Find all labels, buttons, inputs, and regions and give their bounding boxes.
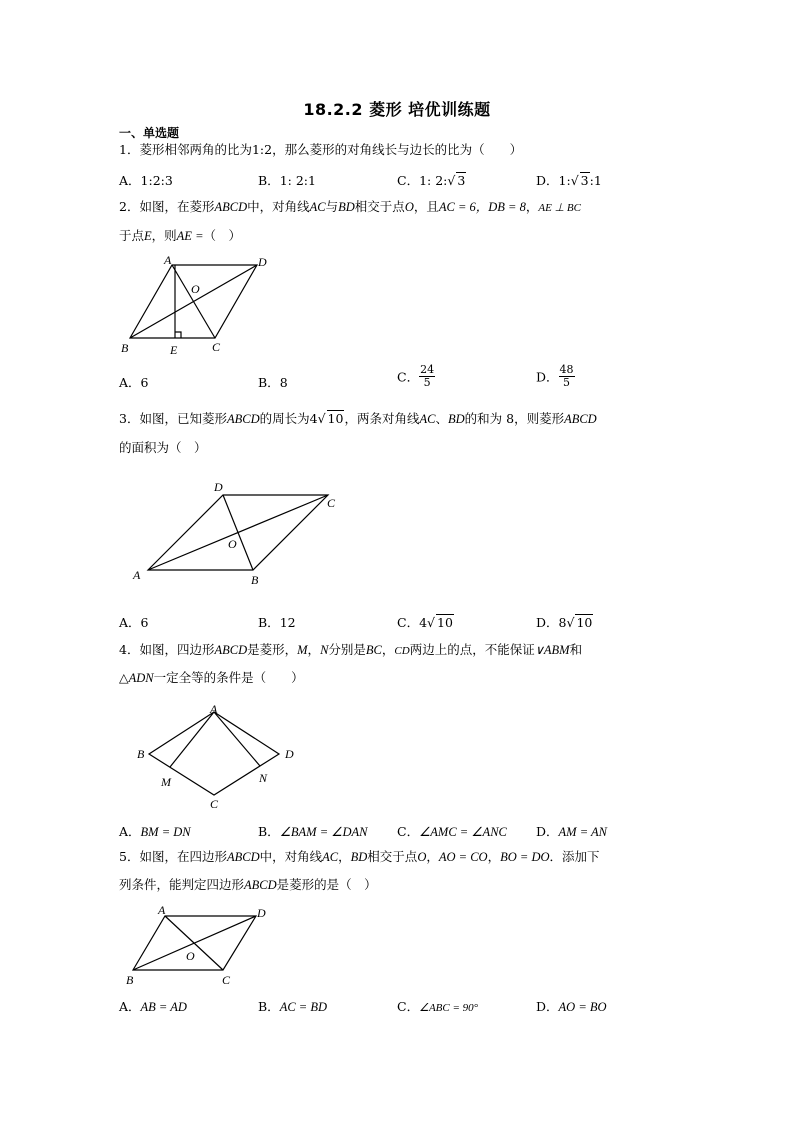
label-d: D xyxy=(258,255,267,269)
q5-rhombus-figure xyxy=(120,902,280,992)
q3-stem-line1: 3．如图，已知菱形ABCD的周长为4√ 10，两条对角线AC、BD的和为 8，则菱形ABCD xyxy=(119,411,597,426)
q5-option-a[interactable]: A．AB = AD xyxy=(119,999,187,1014)
q5-stem-line1: 5．如图，在四边形ABCD中，对角线AC，BD相交于点O，AO = CO，BO = DO．添加下 xyxy=(119,849,600,864)
q3-rhombus-figure xyxy=(125,476,355,590)
label-b: B xyxy=(121,341,129,355)
label-a: A xyxy=(133,568,141,582)
label-c: C xyxy=(222,973,231,987)
q2-option-a[interactable]: A．6 xyxy=(119,375,149,390)
q4-stem-line2: △ADN一定全等的条件是（ ） xyxy=(119,670,304,685)
label-n: N xyxy=(259,771,268,785)
label-d: D xyxy=(214,480,223,494)
q4-stem-line1: 4．如图，四边形ABCD是菱形，M，N分别是BC，CD两边上的点，不能保证∨ABM和 xyxy=(119,642,583,657)
q4-option-a[interactable]: A．BM = DN xyxy=(119,824,191,839)
q1-option-c[interactable]: C．1: 2:√ 3 xyxy=(397,173,466,188)
q4-rhombus-figure xyxy=(130,700,305,812)
q4-option-b[interactable]: B．∠BAM = ∠DAN xyxy=(258,824,368,839)
sqrt-sign: √ xyxy=(427,615,435,630)
q2-option-b[interactable]: B．8 xyxy=(258,375,288,390)
label-m: M xyxy=(161,775,171,789)
q2-option-d[interactable]: D． $\frac{48}{5}$ xyxy=(536,363,574,389)
q3-option-b[interactable]: B．12 xyxy=(258,615,296,630)
q5-option-d[interactable]: D．AO = BO xyxy=(536,999,607,1014)
q3-stem-line2: 的面积为（ ） xyxy=(119,440,207,455)
q3-option-d[interactable]: D．8√ 10 xyxy=(536,615,593,630)
section-heading: 一、单选题 xyxy=(119,126,180,140)
q1-stem: 1．菱形相邻两角的比为1:2，那么菱形的对角线长与边长的比为（ ） xyxy=(119,142,523,157)
label-d: D xyxy=(257,906,266,920)
q2-stem-line1: 2．如图，在菱形ABCD中，对角线AC与BD相交于点O，且AC = 6，DB = 8，AE ⊥ BC xyxy=(119,199,581,214)
q2-option-c[interactable]: C． $\frac{24}{5}$ xyxy=(397,363,435,389)
label-b: B xyxy=(137,747,145,761)
q2-rhombus-figure xyxy=(115,252,285,360)
label-b: B xyxy=(126,973,134,987)
label-a: A xyxy=(210,702,218,716)
label-c: C xyxy=(210,797,219,811)
label-a: A xyxy=(158,903,166,917)
sqrt-sign: √ xyxy=(317,411,326,426)
label-a: A xyxy=(164,253,172,267)
q1-option-d[interactable]: D．1:√ 3:1 xyxy=(536,173,602,188)
q4-option-d[interactable]: D．AM = AN xyxy=(536,824,608,839)
q1-option-b[interactable]: B．1: 2:1 xyxy=(258,173,316,188)
q3-option-a[interactable]: A．6 xyxy=(119,615,149,630)
q5-stem-line2: 列条件，能判定四边形ABCD是菱形的是（ ） xyxy=(119,877,377,892)
label-o: O xyxy=(186,949,195,963)
sqrt-sign: √ xyxy=(447,173,456,188)
label-b: B xyxy=(251,573,259,587)
label-e: E xyxy=(170,343,178,357)
q3-option-c[interactable]: C．4√ 10 xyxy=(397,615,453,630)
q2-stem-line2: 于点E，则AE =（ ） xyxy=(119,228,242,243)
sqrt-sign: √ xyxy=(570,173,579,188)
q1-option-a[interactable]: A．1:2:3 xyxy=(119,173,173,188)
label-c: C xyxy=(327,496,336,510)
label-d: D xyxy=(285,747,294,761)
label-o: O xyxy=(228,537,237,551)
page-title: 18.2.2 菱形 培优训练题 xyxy=(303,100,491,119)
q5-option-b[interactable]: B．AC = BD xyxy=(258,999,328,1014)
sqrt-sign: √ xyxy=(566,615,575,630)
label-o: O xyxy=(191,282,200,296)
q4-option-c[interactable]: C．∠AMC = ∠ANC xyxy=(397,824,507,839)
q5-option-c[interactable]: C．∠ABC = 90° xyxy=(397,999,479,1014)
label-c: C xyxy=(212,340,221,354)
